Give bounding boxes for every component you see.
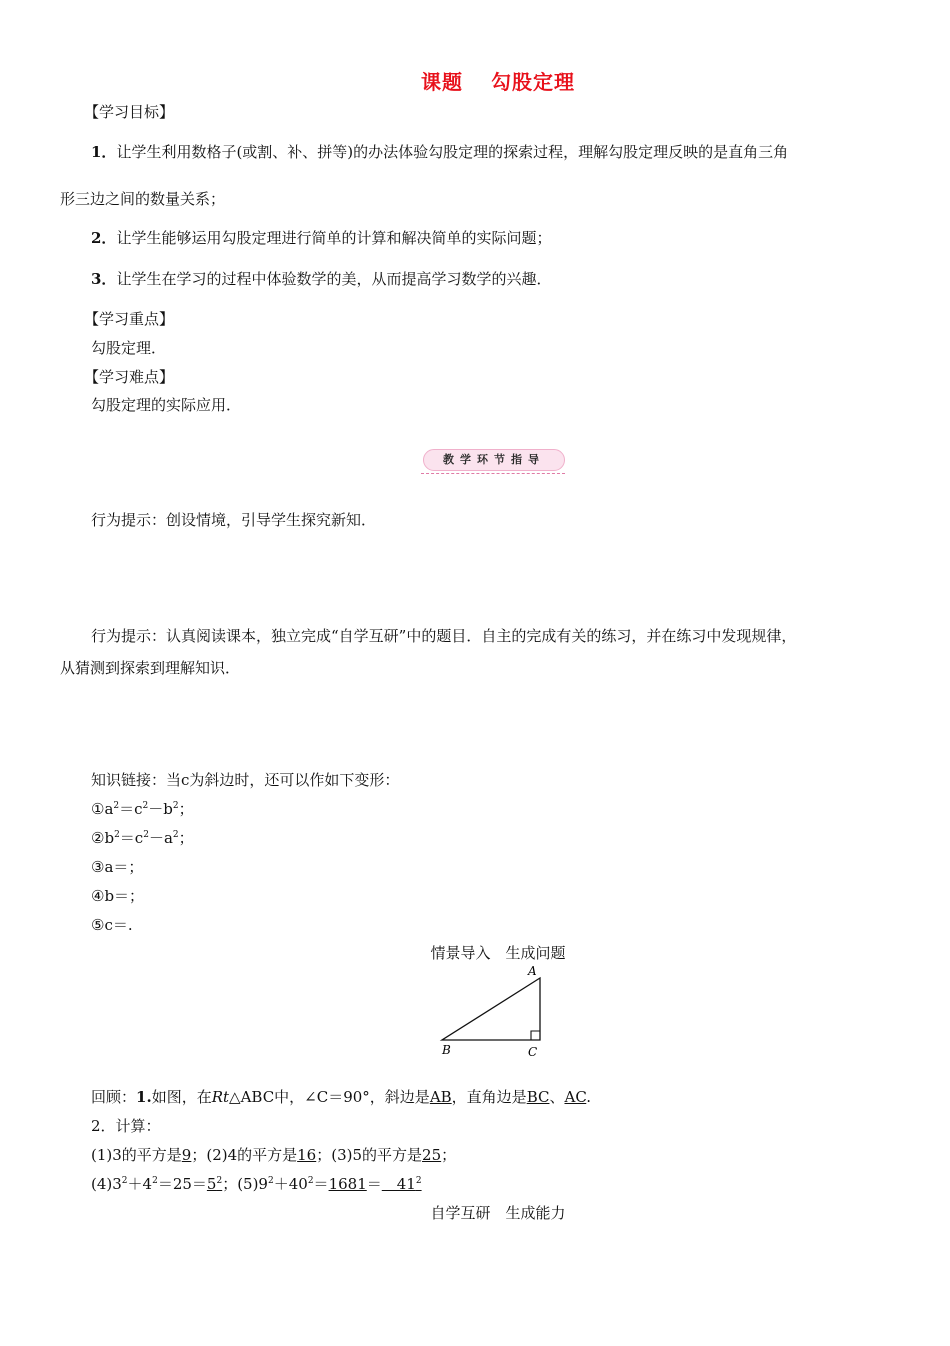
- title-part2: 勾股定理: [491, 70, 575, 94]
- objective-2-num: 2．: [91, 229, 117, 247]
- calc-1-text: (1)3的平方是: [91, 1146, 182, 1164]
- review-p1-text-a: 如图，在: [151, 1088, 212, 1106]
- calc-5-exp2: 2: [307, 1176, 314, 1186]
- section-banner: [421, 448, 565, 474]
- difficulty-text: 勾股定理的实际应用．: [91, 396, 242, 414]
- formula-1-var: a: [104, 800, 114, 818]
- formula-2-minus: －a: [148, 829, 173, 847]
- calc-5-answer-2: [382, 1175, 422, 1193]
- objective-1-text: 让学生利用数格子(或割、补、拼等)的办法体验勾股定理的探索过程，理解勾股定理反映的是直角三角: [116, 143, 789, 161]
- vertex-label-c: C: [528, 1045, 538, 1058]
- page-title: [0, 70, 950, 94]
- focus-heading: 【学习重点】: [84, 310, 175, 328]
- vertex-label-a: A: [528, 964, 537, 978]
- formula-1-minus: －b: [148, 800, 173, 818]
- section-heading-1: 情景导入 生成问题: [430, 944, 566, 962]
- review-p1-rt: Rt: [211, 1088, 230, 1106]
- calc-5-exp1: 2: [267, 1176, 274, 1186]
- formula-1-exp3: 2: [172, 801, 179, 811]
- calc-4-answer-exp: 2: [216, 1176, 223, 1186]
- answer-leg-1: BC: [526, 1088, 550, 1106]
- banner-label: 教学环节指导: [423, 449, 565, 471]
- calc-1-answer: 9: [181, 1146, 192, 1164]
- formula-2-exp1: 2: [114, 830, 120, 840]
- formula-4: ④b＝；: [91, 887, 145, 905]
- calc-4-exp2: 2: [152, 1176, 158, 1186]
- formula-2-eq: ＝c: [119, 829, 144, 847]
- calc-4-answer-base: 5: [206, 1175, 217, 1193]
- calc-5-eq: ＝: [313, 1175, 329, 1193]
- hint-2-line1: 行为提示：认真阅读课本，独立完成“自学互研”中的题目．自主的完成有关的练习，并在练习中发现规律，: [91, 627, 797, 645]
- review-problem-2: 2．计算：: [91, 1117, 161, 1135]
- calc-5-b: ＋40: [273, 1175, 308, 1193]
- review-p1-end: .: [586, 1088, 592, 1106]
- right-triangle-figure: [436, 962, 548, 1058]
- objective-2: [91, 229, 551, 247]
- objectives-heading: 【学习目标】: [84, 103, 175, 121]
- difficulty-heading: 【学习难点】: [84, 368, 175, 386]
- objective-3-num: 3．: [91, 270, 117, 288]
- right-angle-mark: [531, 1031, 540, 1040]
- review-calc-line-2: [91, 1175, 422, 1193]
- objective-3: [91, 270, 551, 288]
- banner-underline: [421, 473, 565, 474]
- formula-1-num: ①: [91, 800, 105, 818]
- formula-1-end: ；: [178, 800, 194, 818]
- calc-2-text: ；(2)4的平方是: [191, 1146, 298, 1164]
- calc-4-answer: [207, 1175, 222, 1193]
- calc-4-a: (4)3: [91, 1175, 122, 1193]
- objective-1-line1: [91, 143, 788, 161]
- formula-2-var: b: [104, 829, 115, 847]
- focus-text: 勾股定理．: [91, 339, 167, 357]
- review-p1-text-c: ，直角边是: [451, 1088, 527, 1106]
- calc-line-1-end: ；: [441, 1146, 457, 1164]
- section-heading-2: 自学互研 生成能力: [430, 1204, 566, 1222]
- calc-5-eq2: ＝: [366, 1175, 382, 1193]
- calc-5-answer-2-base: 41: [381, 1175, 416, 1193]
- objective-1-line2: 形三边之间的数量关系；: [60, 190, 226, 208]
- calc-4-b: ＋4: [127, 1175, 153, 1193]
- hint-1: 行为提示：创设情境，引导学生探究新知．: [91, 511, 377, 529]
- review-p1-text-b: △ABC中，∠C＝90°，斜边是: [229, 1088, 430, 1106]
- formula-1-exp2: 2: [142, 801, 149, 811]
- formula-3: ③a＝；: [91, 858, 144, 876]
- formula-2-end: ；: [178, 829, 194, 847]
- calc-4-c: ＝25＝: [157, 1175, 207, 1193]
- formula-2-num: ②: [91, 829, 105, 847]
- objective-3-text: 让学生在学习的过程中体验数学的美，从而提高学习数学的兴趣．: [116, 270, 552, 288]
- review-calc-line-1: [91, 1146, 456, 1164]
- calc-3-text: ；(3)5的平方是: [316, 1146, 423, 1164]
- formula-5: ⑤c＝.: [91, 916, 133, 934]
- vertex-label-b: B: [442, 1043, 451, 1057]
- calc-5-a: ；(5)9: [222, 1175, 268, 1193]
- formula-1: [91, 800, 194, 818]
- knowledge-link-intro: 知识链接：当c为斜边时，还可以作如下变形：: [91, 771, 400, 789]
- formula-2-exp3: 2: [172, 830, 179, 840]
- calc-5-answer-1: 1681: [328, 1175, 367, 1193]
- calc-4-exp1: 2: [121, 1176, 128, 1186]
- formula-2: [91, 829, 194, 847]
- calc-2-answer: 16: [297, 1146, 317, 1164]
- review-p1-num: 1.: [136, 1088, 152, 1106]
- calc-5-answer-2-exp: 2: [415, 1176, 422, 1186]
- answer-hypotenuse: AB: [429, 1088, 452, 1106]
- calc-3-answer: 25: [422, 1146, 442, 1164]
- triangle-shape: [442, 978, 540, 1040]
- formula-2-exp2: 2: [143, 830, 149, 840]
- review-p1-sep: 、: [549, 1088, 565, 1106]
- objective-2-text: 让学生能够运用勾股定理进行简单的计算和解决简单的实际问题；: [116, 229, 552, 247]
- title-part1: 课题: [421, 70, 463, 94]
- review-problem-1: [91, 1088, 591, 1106]
- formula-1-eq: ＝c: [119, 800, 143, 818]
- objective-1-num: 1．: [91, 143, 117, 161]
- hint-2-line2: 从猜测到探索到理解知识．: [60, 659, 241, 677]
- formula-1-exp1: 2: [113, 801, 120, 811]
- review-label: 回顾：: [91, 1088, 137, 1106]
- answer-leg-2: AC: [564, 1088, 587, 1106]
